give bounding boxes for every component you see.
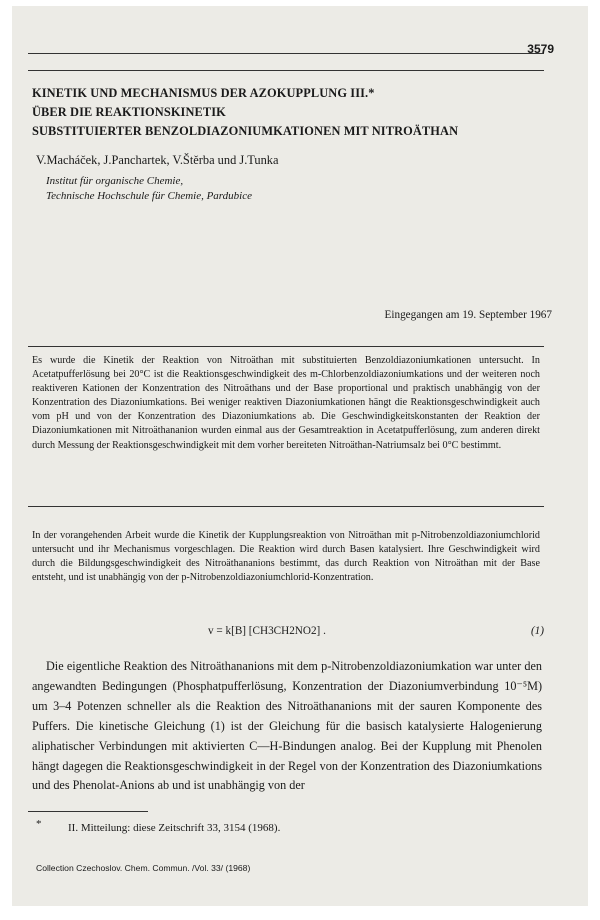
equation: v = k[B] [CH3CH2NO2] . [208,625,326,637]
page-number: 3579 [527,42,554,56]
intro-paragraph: In der vorangehenden Arbeit wurde die Kinetik der Kupplungsreaktion von Nitroäthan mit p-Nitrobenzoldiazoniumchlorid untersucht und ihr Mechanismus vorgeschlagen. Die Reaktion wird durch Basen katalysiert. Ihre Geschwindigkeit wird durch die Bildungsgeschwindigkeit des Nitroäthananions bestimmt, das durch Reaktion von Nitroäthan mit der Base entsteht, und ist unabhängig von der p-Nitrobenzoldiazoniumchlorid-Konzentration. [32,530,540,584]
article-title [32,84,552,141]
abstract: Es wurde die Kinetik der Reaktion von Nitroäthan mit substituierten Benzoldiazoniumkationen untersucht. In Acetatpufferlösung bei 20°C ist die Reaktionsgeschwindigkeit des m-Chlorbenzoldiazoniumkations und der weiteren noch reaktiveren Kationen der Konzentration des Nitroäthans und der Base proportional und praktisch unabhängig von der Konzentration des Diazoniumkations. Bei weniger reaktiven Diazoniumkationen hängt die Reaktionsgeschwindigkeit auch vom pH und von der Konzentration des Diazoniumkations ab. Die Geschwindigkeitskonstanten der Reaktion der Diazoniumkationen mit Nitroäthananion wurden einmal aus der Gesamtreaktion in Acetatpufferlösung, zum anderen direkt durch Messung der Reaktionsgeschwindigkeit mit dem vorher bereiteten Nitroäthan-Natriumsalz bei 0°C bestimmt. [32,355,540,451]
author-list: V.Macháček, J.Panchartek, V.Štěrba und J.Tunka [36,153,279,167]
affiliation-line: Institut für organische Chemie, [46,175,184,187]
title-line: SUBSTITUIERTER BENZOLDIAZONIUMKATIONEN MIT NITROÄTHAN [32,124,459,138]
title-line: ÜBER DIE REAKTIONSKINETIK [32,105,226,119]
abstract-rule-bottom [28,506,544,507]
footnote-rule [28,811,148,812]
paper-page [12,6,588,906]
equation-number: (1) [530,625,544,637]
footnote-mark: * [36,818,42,830]
affiliation-line: Technische Hochschule für Chemie, Pardubice [46,190,253,202]
journal-citation: Collection Czechoslov. Chem. Commun. /Vol. 33/ (1968) [36,863,251,873]
header-rule-lower [28,70,544,71]
received-date: Eingegangen am 19. September 1967 [384,309,552,321]
abstract-rule-top [28,346,544,347]
header-rule [28,53,544,54]
affiliation [46,174,252,204]
footnote: II. Mitteilung: diese Zeitschrift 33, 3154 (1968). [68,822,281,834]
body-paragraph: Die eigentliche Reaktion des Nitroäthananions mit dem p-Nitrobenzoldiazoniumkation war unter den angewandten Bedingungen (Phosphatpufferlösung, Konzentration der Diazoniumverbindung 10⁻⁵M) um 3–4 Potenzen schneller als die Reaktion des Nitroäthananions mit der sauren Komponente des Puffers. Die kinetische Gleichung (1) ist der Gleichung für die basisch katalysierte Halogenierung aliphatischer Verbindungen mit aktivierten C—H-Bindungen analog. Bei der Kupplung mit Phenolen hängt dagegen die Reaktionsgeschwindigkeit in der Regel von der Konzentration des Diazoniumkations und des Phenolat-Anions ab und ist unabhängig von der [32,659,542,793]
title-line: KINETIK UND MECHANISMUS DER AZOKUPPLUNG III.* [32,86,375,100]
